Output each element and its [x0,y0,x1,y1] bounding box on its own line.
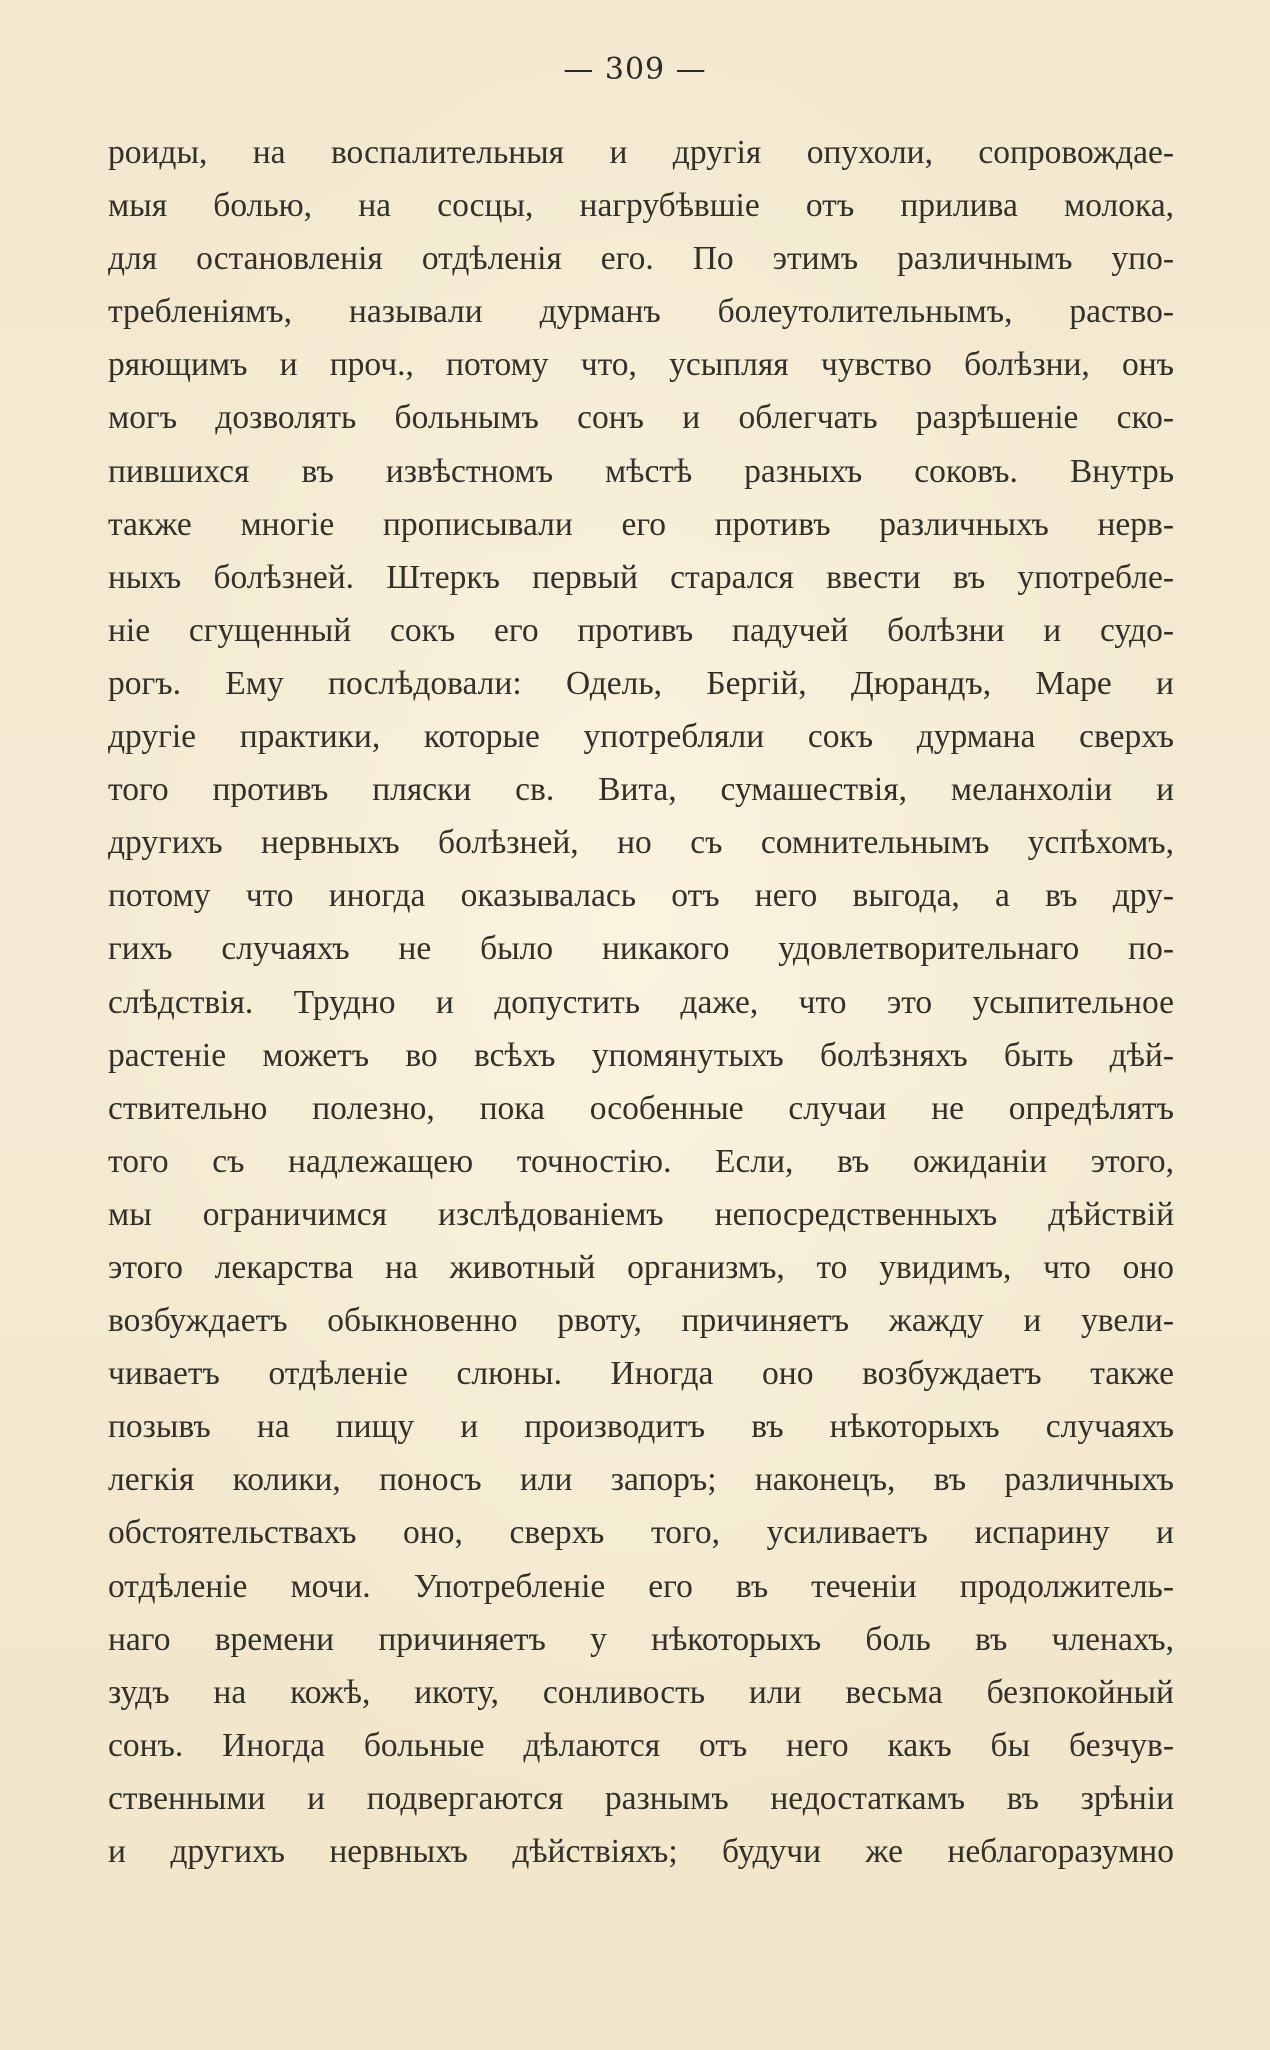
text-line: ствительно полезно, пока особенные случаи не опредѣлятъ [108,1089,1174,1127]
text-line: того противъ пляски св. Вита, сумашествія, меланхоліи и [108,771,1174,809]
text-line: этого лекарства на животный организмъ, то увидимъ, что оно [108,1248,1174,1286]
text-line: требленіямъ, называли дурманъ болеутолительнымъ, раство- [108,293,1174,331]
text-line: зудъ на кожѣ, икоту, сонливость или весьма безпокойный [108,1673,1174,1711]
text-line: роиды, на воспалительныя и другія опухоли, сопровождае- [108,134,1174,171]
text-line: рогъ. Ему послѣдовали: Одель, Бергій, Дюрандъ, Маре и [108,664,1174,702]
text-line: ряющимъ и проч., потому что, усыпляя чувство болѣзни, онъ [108,346,1174,384]
text-line: легкія колики, поносъ или запоръ; наконецъ, въ различныхъ [108,1461,1174,1499]
text-line: возбуждаетъ обыкновенно рвоту, причиняетъ жажду и увели- [108,1302,1174,1340]
text-line: ныхъ болѣзней. Штеркъ первый старался ввести въ употребле- [108,558,1174,596]
text-line: мыя болью, на сосцы, нагрубѣвшіе отъ прилива молока, [108,187,1174,225]
text-line: другіе практики, которые употребляли сокъ дурмана сверхъ [108,718,1174,756]
text-line: растеніе можетъ во всѣхъ упомянутыхъ болѣзняхъ быть дѣй- [108,1036,1174,1074]
text-line: ніе сгущенный сокъ его противъ падучей болѣзни и судо- [108,611,1174,649]
text-line: могъ дозволять больнымъ сонъ и облегчать разрѣшеніе ско- [108,399,1174,437]
text-line: пившихся въ извѣстномъ мѣстѣ разныхъ соковъ. Внутрь [108,452,1174,490]
text-line: наго времени причиняетъ у нѣкоторыхъ боль въ членахъ, [108,1620,1174,1658]
text-line: того съ надлежащею точностію. Если, въ ожиданіи этого, [108,1142,1174,1180]
text-line: гихъ случаяхъ не было никакого удовлетворительнаго по- [108,930,1174,968]
text-line: обстоятельствахъ оно, сверхъ того, усиливаетъ испарину и [108,1514,1174,1552]
text-line: другихъ нервныхъ болѣзней, но съ сомнительнымъ успѣхомъ, [108,824,1174,862]
page-number: — 309 — [563,52,707,87]
text-line: позывъ на пищу и производитъ въ нѣкоторыхъ случаяхъ [108,1408,1174,1446]
text-line: чиваетъ отдѣленіе слюны. Иногда оно возбуждаетъ также [108,1355,1174,1393]
text-line: для остановленія отдѣленія его. По этимъ различнымъ упо- [108,240,1174,278]
text-line: сонъ. Иногда больные дѣлаются отъ него какъ бы безчув- [108,1726,1174,1764]
text-line: и другихъ нервныхъ дѣйствіяхъ; будучи же неблагоразумно [108,1833,1174,1870]
text-line: ственными и подвергаются разнымъ недостаткамъ въ зрѣніи [108,1779,1174,1817]
text-line: слѣдствія. Трудно и допустить даже, что это усыпительное [108,983,1174,1021]
text-line: также многіе прописывали его противъ различныхъ нерв- [108,505,1174,543]
text-line: мы ограничимся изслѣдованіемъ непосредственныхъ дѣйствій [108,1195,1174,1233]
text-line: потому что иногда оказывалась отъ него выгода, а въ дру- [108,877,1174,915]
text-line: отдѣленіе мочи. Употребленіе его въ теченіи продолжитель- [108,1567,1174,1605]
body-text [108,126,1174,1878]
